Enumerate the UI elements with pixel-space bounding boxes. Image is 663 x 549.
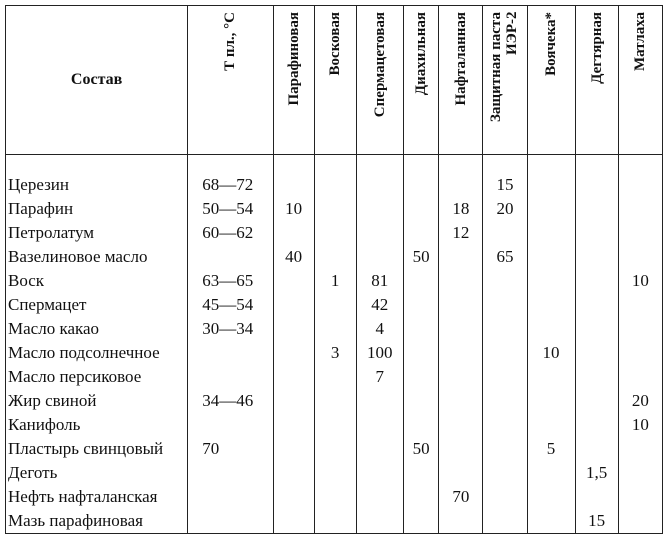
value-cell <box>403 509 438 534</box>
value-cell <box>314 461 356 485</box>
value-cell <box>575 437 618 461</box>
value-cell <box>618 485 662 509</box>
value-cell <box>483 485 527 509</box>
value-cell <box>273 155 314 198</box>
table-row <box>6 461 663 485</box>
header-col-4: Нафталанная <box>439 6 483 155</box>
value-cell: 12 <box>439 221 483 245</box>
value-cell <box>527 221 575 245</box>
value-cell <box>527 365 575 389</box>
value-cell <box>403 413 438 437</box>
melting-point-cell: 50—54 <box>188 197 273 221</box>
value-cell <box>403 155 438 198</box>
composition-table <box>5 5 663 534</box>
value-cell <box>439 317 483 341</box>
header-col-5: Защитная паста ИЭР-2 <box>483 6 527 155</box>
value-cell <box>483 341 527 365</box>
melting-point-cell <box>188 485 273 509</box>
ingredient-name: Мазь парафиновая <box>6 509 188 534</box>
melting-point-cell <box>188 509 273 534</box>
value-cell <box>439 437 483 461</box>
value-cell <box>527 389 575 413</box>
value-cell: 81 <box>356 269 403 293</box>
value-cell <box>273 389 314 413</box>
value-cell: 20 <box>483 197 527 221</box>
value-cell <box>527 293 575 317</box>
table-row <box>6 485 663 509</box>
melting-point-cell: 70 <box>188 437 273 461</box>
ingredient-name: Масло какао <box>6 317 188 341</box>
value-cell <box>575 293 618 317</box>
header-composition: Состав <box>6 6 188 155</box>
value-cell <box>314 221 356 245</box>
value-cell <box>575 245 618 269</box>
value-cell <box>439 341 483 365</box>
value-cell <box>483 461 527 485</box>
ingredient-name: Масло персиковое <box>6 365 188 389</box>
ingredient-name: Пластырь свинцовый <box>6 437 188 461</box>
table-row <box>6 317 663 341</box>
value-cell <box>314 197 356 221</box>
table-row <box>6 509 663 534</box>
value-cell <box>403 485 438 509</box>
value-cell: 15 <box>575 509 618 534</box>
value-cell: 40 <box>273 245 314 269</box>
value-cell <box>618 155 662 198</box>
value-cell <box>483 221 527 245</box>
header-col-8: Матлаха <box>618 6 662 155</box>
value-cell <box>314 389 356 413</box>
value-cell <box>403 293 438 317</box>
value-cell <box>527 509 575 534</box>
ingredient-name: Масло подсолнечное <box>6 341 188 365</box>
value-cell <box>403 365 438 389</box>
value-cell <box>575 413 618 437</box>
value-cell <box>356 461 403 485</box>
value-cell <box>575 485 618 509</box>
table-row <box>6 155 663 198</box>
value-cell: 65 <box>483 245 527 269</box>
melting-point-cell: 63—65 <box>188 269 273 293</box>
value-cell <box>618 221 662 245</box>
header-col-1: Восковая <box>314 6 356 155</box>
value-cell <box>618 317 662 341</box>
header-col-7: Дегтярная <box>575 6 618 155</box>
ingredient-name: Петролатум <box>6 221 188 245</box>
value-cell <box>439 245 483 269</box>
value-cell <box>483 269 527 293</box>
value-cell <box>356 389 403 413</box>
value-cell <box>314 293 356 317</box>
value-cell <box>314 485 356 509</box>
value-cell <box>483 365 527 389</box>
value-cell <box>314 509 356 534</box>
table-row <box>6 413 663 437</box>
value-cell <box>403 197 438 221</box>
melting-point-cell: 60—62 <box>188 221 273 245</box>
value-cell <box>483 413 527 437</box>
value-cell <box>575 197 618 221</box>
value-cell: 1,5 <box>575 461 618 485</box>
ingredient-name: Жир свиной <box>6 389 188 413</box>
value-cell <box>273 341 314 365</box>
header-col-6: Воячека* <box>527 6 575 155</box>
melting-point-cell: 30—34 <box>188 317 273 341</box>
value-cell: 42 <box>356 293 403 317</box>
value-cell <box>403 269 438 293</box>
value-cell: 10 <box>273 197 314 221</box>
value-cell <box>314 317 356 341</box>
header-col-2: Спермацетовая <box>356 6 403 155</box>
table-row <box>6 197 663 221</box>
value-cell <box>483 437 527 461</box>
ingredient-name: Воск <box>6 269 188 293</box>
table-row <box>6 389 663 413</box>
value-cell: 10 <box>618 413 662 437</box>
value-cell <box>527 461 575 485</box>
value-cell <box>356 509 403 534</box>
value-cell <box>273 293 314 317</box>
value-cell <box>618 197 662 221</box>
value-cell <box>618 245 662 269</box>
value-cell <box>527 245 575 269</box>
value-cell <box>403 221 438 245</box>
value-cell <box>527 413 575 437</box>
ingredient-name: Деготь <box>6 461 188 485</box>
value-cell <box>527 317 575 341</box>
value-cell <box>314 155 356 198</box>
melting-point-cell: 45—54 <box>188 293 273 317</box>
value-cell: 20 <box>618 389 662 413</box>
table-row <box>6 245 663 269</box>
header-col-3: Диахильная <box>403 6 438 155</box>
value-cell <box>618 365 662 389</box>
value-cell <box>273 461 314 485</box>
value-cell: 10 <box>527 341 575 365</box>
value-cell <box>273 317 314 341</box>
melting-point-cell: 68—72 <box>188 155 273 198</box>
value-cell <box>403 389 438 413</box>
melting-point-cell <box>188 461 273 485</box>
value-cell <box>439 413 483 437</box>
value-cell <box>439 461 483 485</box>
value-cell <box>273 437 314 461</box>
value-cell <box>314 245 356 269</box>
melting-point-cell <box>188 341 273 365</box>
value-cell <box>439 269 483 293</box>
melting-point-cell: 34—46 <box>188 389 273 413</box>
value-cell <box>575 365 618 389</box>
value-cell <box>356 485 403 509</box>
table-row <box>6 221 663 245</box>
melting-point-cell <box>188 245 273 269</box>
value-cell <box>439 293 483 317</box>
value-cell <box>527 197 575 221</box>
header-row <box>6 6 663 155</box>
value-cell <box>356 155 403 198</box>
value-cell: 1 <box>314 269 356 293</box>
value-cell <box>439 365 483 389</box>
value-cell: 5 <box>527 437 575 461</box>
ingredient-name: Нефть нафталанская <box>6 485 188 509</box>
value-cell <box>527 269 575 293</box>
value-cell <box>439 155 483 198</box>
value-cell <box>403 317 438 341</box>
value-cell: 3 <box>314 341 356 365</box>
value-cell: 50 <box>403 437 438 461</box>
value-cell: 100 <box>356 341 403 365</box>
header-col-0: Парафиновая <box>273 6 314 155</box>
value-cell: 4 <box>356 317 403 341</box>
value-cell <box>575 317 618 341</box>
ingredient-name: Вазелиновое масло <box>6 245 188 269</box>
value-cell: 7 <box>356 365 403 389</box>
value-cell: 70 <box>439 485 483 509</box>
value-cell <box>618 293 662 317</box>
value-cell <box>575 155 618 198</box>
melting-point-cell <box>188 413 273 437</box>
value-cell <box>618 461 662 485</box>
value-cell <box>527 485 575 509</box>
value-cell <box>575 341 618 365</box>
value-cell <box>575 221 618 245</box>
value-cell <box>314 365 356 389</box>
value-cell <box>356 221 403 245</box>
ingredient-name: Спермацет <box>6 293 188 317</box>
table-row <box>6 269 663 293</box>
value-cell: 10 <box>618 269 662 293</box>
value-cell <box>618 341 662 365</box>
value-cell: 18 <box>439 197 483 221</box>
table-row <box>6 293 663 317</box>
table-row <box>6 341 663 365</box>
value-cell <box>439 389 483 413</box>
value-cell <box>527 155 575 198</box>
value-cell <box>273 509 314 534</box>
value-cell <box>273 365 314 389</box>
value-cell <box>439 509 483 534</box>
value-cell <box>483 317 527 341</box>
value-cell <box>273 485 314 509</box>
table-row <box>6 437 663 461</box>
value-cell <box>314 413 356 437</box>
value-cell <box>356 245 403 269</box>
value-cell: 50 <box>403 245 438 269</box>
header-melting-point: Т пл., °С <box>188 6 273 155</box>
value-cell <box>618 437 662 461</box>
table-row <box>6 365 663 389</box>
value-cell <box>403 461 438 485</box>
value-cell <box>273 269 314 293</box>
value-cell <box>483 389 527 413</box>
value-cell <box>314 437 356 461</box>
value-cell <box>356 413 403 437</box>
ingredient-name: Церезин <box>6 155 188 198</box>
value-cell <box>273 221 314 245</box>
value-cell <box>356 197 403 221</box>
ingredient-name: Канифоль <box>6 413 188 437</box>
value-cell <box>273 413 314 437</box>
value-cell <box>356 437 403 461</box>
value-cell <box>403 341 438 365</box>
value-cell <box>575 269 618 293</box>
value-cell <box>483 293 527 317</box>
value-cell: 15 <box>483 155 527 198</box>
value-cell <box>575 389 618 413</box>
ingredient-name: Парафин <box>6 197 188 221</box>
value-cell <box>483 509 527 534</box>
melting-point-cell <box>188 365 273 389</box>
value-cell <box>618 509 662 534</box>
table-body <box>6 155 663 534</box>
